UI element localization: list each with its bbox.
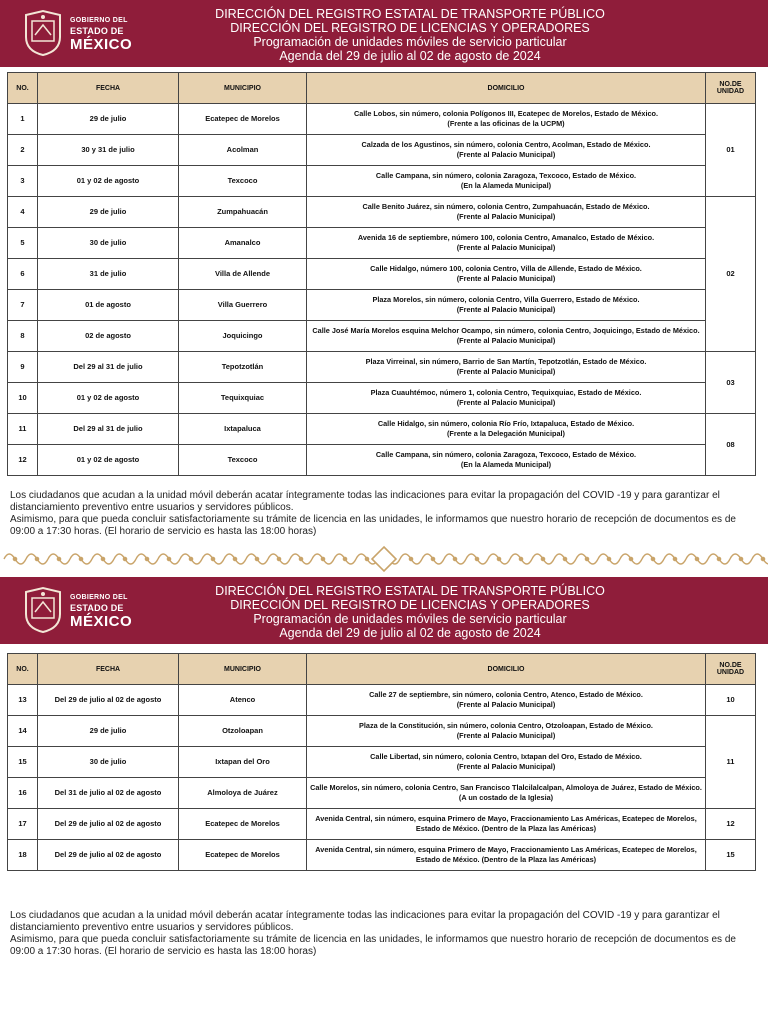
domicilio-address: Avenida 16 de septiembre, número 100, colonia Centro, Amanalco, Estado de México.: [357, 233, 655, 242]
table-row: [8, 197, 756, 228]
row-municipio: Ecatepec de Morelos: [179, 104, 307, 135]
header-titles: [140, 7, 680, 63]
domicilio-address: Calle Campana, sin número, colonia Zaragoza, Texcoco, Estado de México.: [375, 171, 637, 180]
row-municipio: Ecatepec de Morelos: [179, 809, 307, 840]
table-row: [8, 321, 756, 352]
domicilio-reference: (Frente al Palacio Municipal): [456, 212, 556, 221]
row-fecha: Del 29 al 31 de julio: [38, 352, 179, 383]
row-fecha: 29 de julio: [38, 197, 179, 228]
domicilio-address: Plaza Virreinal, sin número, Barrio de San Martín, Tepotzotlán, Estado de México.: [365, 357, 647, 366]
table-row: [8, 135, 756, 166]
notice-schedule: Asimismo, para que pueda concluir satisfactoriamente su trámite de licencia en las unidades, le informamos que nuestro horario de recepción de documentos es de 09:00 a 17:30 horas. (El horario de servicio es hasta las 18:00 horas): [10, 934, 736, 957]
ornament-dot: [409, 557, 412, 560]
table-row: [8, 414, 756, 445]
header-banner: [0, 0, 768, 67]
header-line-1: DIRECCIÓN DEL REGISTRO ESTATAL DE TRANSPORTE PÚBLICO: [215, 584, 605, 598]
row-municipio: Texcoco: [179, 445, 307, 476]
ornament-dot: [629, 557, 632, 560]
ornament-dot: [651, 557, 654, 560]
row-number: 4: [8, 197, 38, 228]
row-municipio: Atenco: [179, 685, 307, 716]
row-municipio: Acolman: [179, 135, 307, 166]
ornament-dot: [541, 557, 544, 560]
logo-line-3: MÉXICO: [70, 613, 133, 630]
header-line-4: Agenda del 29 de julio al 02 de agosto de 2024: [279, 626, 541, 640]
row-domicilio: [307, 809, 706, 840]
domicilio-reference: (Frente al Palacio Municipal): [456, 243, 556, 252]
row-number: 5: [8, 228, 38, 259]
domicilio-reference: (Frente al Palacio Municipal): [456, 150, 556, 159]
domicilio-address: Calle Benito Juárez, sin número, colonia Centro, Zumpahuacán, Estado de México.: [362, 202, 650, 211]
domicilio-reference: (En la Alameda Municipal): [460, 460, 552, 469]
header-line-2: DIRECCIÓN DEL REGISTRO DE LICENCIAS Y OPERADORES: [230, 598, 590, 612]
row-unidad: 03: [706, 352, 756, 414]
domicilio-reference: (Frente al Palacio Municipal): [456, 305, 556, 314]
domicilio-reference: (Frente al Palacio Municipal): [456, 367, 556, 376]
ornament-dot: [167, 557, 170, 560]
row-unidad: 08: [706, 414, 756, 476]
column-header-fecha: FECHA: [38, 654, 179, 685]
domicilio-address: Plaza Morelos, sin número, colonia Centro, Villa Guerrero, Estado de México.: [372, 295, 640, 304]
header-line-3: Programación de unidades móviles de servicio particular: [253, 612, 567, 626]
logo-line-2: ESTADO DE: [70, 603, 124, 613]
ornament-dot: [145, 557, 148, 560]
row-domicilio: [307, 197, 706, 228]
row-domicilio: [307, 104, 706, 135]
domicilio-reference: (Frente a las oficinas de la UCPM): [447, 119, 565, 128]
row-domicilio: [307, 259, 706, 290]
ornament-dot: [211, 557, 214, 560]
row-domicilio: [307, 414, 706, 445]
ornament-dot: [607, 557, 610, 560]
row-domicilio: [307, 321, 706, 352]
logo-line-3: MÉXICO: [70, 36, 133, 53]
domicilio-address: Calle Lobos, sin número, colonia Polígonos III, Ecatepec de Morelos, Estado de México.: [353, 109, 659, 118]
schedule-table-2: [7, 653, 756, 871]
domicilio-reference: (En la Alameda Municipal): [460, 181, 552, 190]
domicilio-reference: (Frente al Palacio Municipal): [456, 398, 556, 407]
domicilio-address: Calle Hidalgo, sin número, colonia Río Frío, Ixtapaluca, Estado de México.: [377, 419, 635, 428]
government-logo-2: [22, 586, 142, 636]
row-unidad: 15: [706, 840, 756, 871]
domicilio-address: Calle Libertad, sin número, colonia Centro, Ixtapan del Oro, Estado de México.: [370, 752, 642, 761]
row-fecha: 01 de agosto: [38, 290, 179, 321]
domicilio-address: Calle Campana, sin número, colonia Zaragoza, Texcoco, Estado de México.: [375, 450, 637, 459]
row-fecha: Del 29 al 31 de julio: [38, 414, 179, 445]
table-row: [8, 228, 756, 259]
domicilio-address: Calle José María Morelos esquina Melchor Ocampo, sin número, colonia Centro, Joquicingo, Estado de México. (Frente al Palacio Municipal): [312, 326, 700, 345]
row-domicilio: [307, 685, 706, 716]
domicilio-reference: (Frente al Palacio Municipal): [456, 762, 556, 771]
row-number: 7: [8, 290, 38, 321]
row-domicilio: [307, 383, 706, 414]
row-unidad: 12: [706, 809, 756, 840]
schedule-table-1: [7, 72, 756, 476]
row-municipio: Almoloya de Juárez: [179, 778, 307, 809]
ornament-dot: [695, 557, 698, 560]
ornament-dot: [673, 557, 676, 560]
row-municipio: Villa de Allende: [179, 259, 307, 290]
row-municipio: Ixtapaluca: [179, 414, 307, 445]
row-fecha: Del 31 de julio al 02 de agosto: [38, 778, 179, 809]
ornament-dot: [365, 557, 368, 560]
row-number: 1: [8, 104, 38, 135]
row-number: 9: [8, 352, 38, 383]
table-row: [8, 685, 756, 716]
row-unidad: 02: [706, 197, 756, 352]
column-header-domicilio: DOMICILIO: [307, 73, 706, 104]
header-line-3: Programación de unidades móviles de servicio particular: [253, 35, 567, 49]
table-row: [8, 352, 756, 383]
row-fecha: 30 de julio: [38, 747, 179, 778]
table-row: [8, 383, 756, 414]
table-row: [8, 104, 756, 135]
ornament-dot: [343, 557, 346, 560]
ornament-dot: [189, 557, 192, 560]
row-fecha: Del 29 de julio al 02 de agosto: [38, 809, 179, 840]
ornament-dot: [57, 557, 60, 560]
ornament-dot: [233, 557, 236, 560]
logo-line-2: ESTADO DE: [70, 26, 124, 36]
column-header-municipio: MUNICIPIO: [179, 73, 307, 104]
ornament-dot: [761, 557, 764, 560]
notice-covid: Los ciudadanos que acudan a la unidad móvil deberán acatar íntegramente todas las indicaciones para evitar la propagación del COVID -19 y para garantizar el distanciamiento preventivo entre usuarios y servidores públicos.: [10, 910, 720, 933]
ornament-dot: [497, 557, 500, 560]
ornament-dot: [563, 557, 566, 560]
row-fecha: 01 y 02 de agosto: [38, 166, 179, 197]
row-number: 2: [8, 135, 38, 166]
row-fecha: Del 29 de julio al 02 de agosto: [38, 685, 179, 716]
column-header-no: NO.: [8, 654, 38, 685]
column-header-unidad: NO.DE UNIDAD: [706, 654, 756, 685]
row-fecha: 30 de julio: [38, 228, 179, 259]
domicilio-address: Calzada de los Agustinos, sin número, colonia Centro, Acolman, Estado de México.: [361, 140, 651, 149]
row-fecha: 31 de julio: [38, 259, 179, 290]
ornament-dot: [13, 557, 16, 560]
row-municipio: Ixtapan del Oro: [179, 747, 307, 778]
notice-covid: Los ciudadanos que acudan a la unidad móvil deberán acatar íntegramente todas las indicaciones para evitar la propagación del COVID -19 y para garantizar el distanciamiento preventivo entre usuarios y servidores públicos.: [10, 490, 720, 513]
domicilio-reference: (Frente al Palacio Municipal): [456, 731, 556, 740]
table-row: [8, 166, 756, 197]
notice-block-2: [10, 910, 760, 958]
table-header-row: [8, 73, 756, 104]
table-row: [8, 747, 756, 778]
row-fecha: 01 y 02 de agosto: [38, 383, 179, 414]
ornament-dot: [585, 557, 588, 560]
domicilio-address: Avenida Central, sin número, esquina Primero de Mayo, Fraccionamiento Las Américas, Ecatepec de Morelos, Estado de México. (Dentro de la Plaza las Américas): [315, 814, 697, 833]
row-unidad: 01: [706, 104, 756, 197]
domicilio-reference: (Frente al Palacio Municipal): [456, 700, 556, 709]
ornament-dot: [717, 557, 720, 560]
row-number: 14: [8, 716, 38, 747]
row-domicilio: [307, 840, 706, 871]
column-header-municipio: MUNICIPIO: [179, 654, 307, 685]
logo-line-1: GOBIERNO DEL: [70, 17, 128, 24]
table-row: [8, 778, 756, 809]
row-domicilio: [307, 716, 706, 747]
domicilio-address: Plaza Cuauhtémoc, número 1, colonia Centro, Tequixquiac, Estado de México.: [370, 388, 642, 397]
ornament-dot: [35, 557, 38, 560]
ornament-dot: [475, 557, 478, 560]
logo-line-1: GOBIERNO DEL: [70, 594, 128, 601]
government-logo: [22, 9, 142, 59]
row-number: 8: [8, 321, 38, 352]
ornament-dot: [79, 557, 82, 560]
row-number: 17: [8, 809, 38, 840]
coat-of-arms-icon: [22, 586, 64, 634]
row-fecha: 30 y 31 de julio: [38, 135, 179, 166]
table-row: [8, 290, 756, 321]
ornament-dot: [739, 557, 742, 560]
domicilio-address: Avenida Central, sin número, esquina Primero de Mayo, Fraccionamiento Las Américas, Ecatepec de Morelos, Estado de México. (Dentro de la Plaza las Américas): [315, 845, 697, 864]
row-municipio: Amanalco: [179, 228, 307, 259]
notice-schedule: Asimismo, para que pueda concluir satisfactoriamente su trámite de licencia en las unidades, le informamos que nuestro horario de recepción de documentos es de 09:00 a 17:30 horas. (El horario de servicio es hasta las 18:00 horas): [10, 514, 736, 537]
header-line-4: Agenda del 29 de julio al 02 de agosto de 2024: [279, 49, 541, 63]
ornament-scroll: [752, 554, 768, 564]
domicilio-reference: (Frente al Palacio Municipal): [456, 274, 556, 283]
ornament-dot: [431, 557, 434, 560]
row-fecha: 29 de julio: [38, 104, 179, 135]
row-municipio: Tequixquiac: [179, 383, 307, 414]
row-number: 12: [8, 445, 38, 476]
table-row: [8, 259, 756, 290]
header-line-1: DIRECCIÓN DEL REGISTRO ESTATAL DE TRANSPORTE PÚBLICO: [215, 7, 605, 21]
notice-block-1: [10, 490, 760, 538]
table-row: [8, 840, 756, 871]
row-municipio: Otzoloapan: [179, 716, 307, 747]
row-domicilio: [307, 352, 706, 383]
ornament-dot: [321, 557, 324, 560]
ornament-center-diamond: [372, 547, 396, 571]
column-header-unidad: NO.DE UNIDAD: [706, 73, 756, 104]
column-header-domicilio: DOMICILIO: [307, 654, 706, 685]
row-municipio: Zumpahuacán: [179, 197, 307, 228]
row-municipio: Joquicingo: [179, 321, 307, 352]
row-fecha: 01 y 02 de agosto: [38, 445, 179, 476]
row-number: 15: [8, 747, 38, 778]
row-number: 10: [8, 383, 38, 414]
table-row: [8, 716, 756, 747]
row-domicilio: [307, 747, 706, 778]
ornament-dot: [277, 557, 280, 560]
row-number: 6: [8, 259, 38, 290]
row-number: 11: [8, 414, 38, 445]
row-number: 3: [8, 166, 38, 197]
ornament-dot: [101, 557, 104, 560]
row-domicilio: [307, 445, 706, 476]
row-number: 13: [8, 685, 38, 716]
row-municipio: Villa Guerrero: [179, 290, 307, 321]
column-header-fecha: FECHA: [38, 73, 179, 104]
row-domicilio: [307, 778, 706, 809]
domicilio-address: Calle 27 de septiembre, sin número, colonia Centro, Atenco, Estado de México.: [369, 690, 643, 699]
row-fecha: Del 29 de julio al 02 de agosto: [38, 840, 179, 871]
row-number: 16: [8, 778, 38, 809]
ornament-dot: [519, 557, 522, 560]
table-header-row: [8, 654, 756, 685]
row-municipio: Ecatepec de Morelos: [179, 840, 307, 871]
header-line-2: DIRECCIÓN DEL REGISTRO DE LICENCIAS Y OPERADORES: [230, 21, 590, 35]
ornamental-divider: [0, 545, 768, 573]
row-municipio: Texcoco: [179, 166, 307, 197]
row-fecha: 29 de julio: [38, 716, 179, 747]
domicilio-address: Calle Morelos, sin número, colonia Centro, San Francisco Tlalcilalcalpan, Almoloya de Juárez, Estado de México. (A un costado de la Iglesia): [310, 783, 702, 802]
domicilio-address: Plaza de la Constitución, sin número, colonia Centro, Otzoloapan, Estado de México.: [359, 721, 653, 730]
column-header-no: NO.: [8, 73, 38, 104]
table-row: [8, 445, 756, 476]
ornament-dot: [255, 557, 258, 560]
header-titles-2: [140, 584, 680, 640]
header-banner-2: [0, 577, 768, 644]
row-domicilio: [307, 228, 706, 259]
row-unidad: 10: [706, 685, 756, 716]
row-fecha: 02 de agosto: [38, 321, 179, 352]
ornament-dot: [299, 557, 302, 560]
table-row: [8, 809, 756, 840]
row-domicilio: [307, 135, 706, 166]
ornament-dot: [453, 557, 456, 560]
row-unidad: 11: [706, 716, 756, 809]
domicilio-address: Calle Hidalgo, número 100, colonia Centro, Villa de Allende, Estado de México.: [370, 264, 642, 273]
domicilio-reference: (Frente a la Delegación Municipal): [447, 429, 565, 438]
ornament-dot: [123, 557, 126, 560]
row-domicilio: [307, 166, 706, 197]
row-number: 18: [8, 840, 38, 871]
row-domicilio: [307, 290, 706, 321]
coat-of-arms-icon: [22, 9, 64, 57]
row-municipio: Tepotzotlán: [179, 352, 307, 383]
